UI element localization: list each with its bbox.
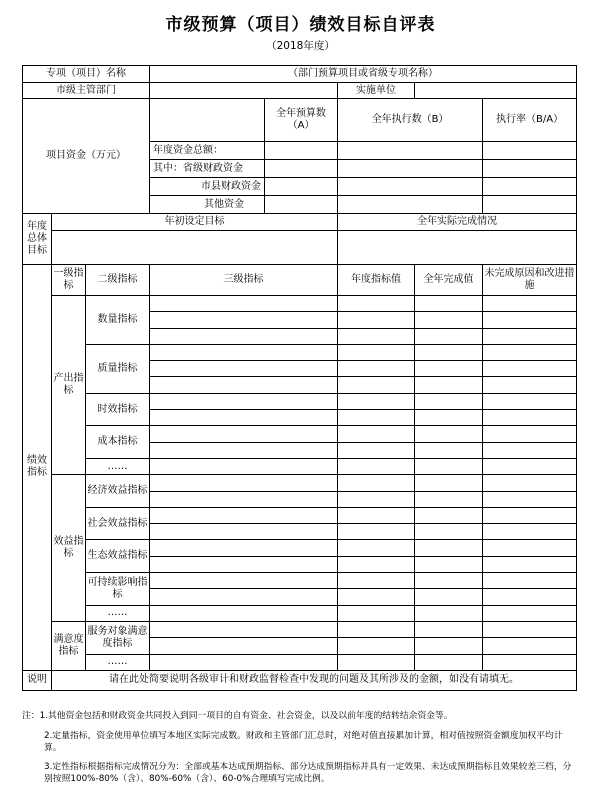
ind-cell[interactable]	[150, 654, 338, 670]
form-title: 市级预算（项目）绩效目标自评表	[165, 15, 436, 35]
ind-cell[interactable]	[338, 312, 415, 328]
ind-cell[interactable]	[415, 296, 483, 312]
ind-cell[interactable]	[415, 393, 483, 409]
benefit-social: 社会效益指标	[86, 507, 150, 540]
note-1: 注：1.其他资金包括和财政资金共同投入到同一项目的自有资金、社会资金，以及以前年度的结转结余资金等。	[22, 711, 453, 721]
ind-cell[interactable]	[150, 491, 338, 507]
ind-cell[interactable]	[483, 410, 577, 426]
ind-cell[interactable]	[338, 589, 415, 605]
benefit-more: ……	[86, 605, 150, 621]
remark-label: 说明	[23, 670, 52, 690]
funds-row-total: 年度资金总额：	[150, 142, 265, 160]
form-year: （2018年度）	[266, 40, 335, 52]
funds-col-exec: 全年执行数（B）	[338, 99, 483, 142]
ind-cell[interactable]	[338, 377, 415, 393]
dept-label: 市级主管部门	[23, 83, 150, 99]
ind-cell[interactable]	[338, 540, 415, 556]
ind-cell[interactable]	[338, 621, 415, 637]
ind-header-annual: 年度指标值	[338, 265, 415, 296]
ind-cell[interactable]	[483, 638, 577, 654]
ind-cell[interactable]	[483, 654, 577, 670]
ind-cell[interactable]	[483, 524, 577, 540]
ind-cell[interactable]	[415, 507, 483, 523]
ind-cell[interactable]	[338, 296, 415, 312]
ind-cell[interactable]	[415, 312, 483, 328]
satisfaction-service: 服务对象满意度指标	[86, 621, 150, 654]
indicators-label: 绩效指标	[23, 265, 52, 671]
ind-header-level3: 三级指标	[150, 265, 338, 296]
ind-cell[interactable]	[483, 312, 577, 328]
ind-cell[interactable]	[150, 556, 338, 572]
ind-header-reason: 未完成原因和改进措施	[483, 265, 577, 296]
ind-cell[interactable]	[150, 540, 338, 556]
funds-cell[interactable]	[338, 160, 483, 178]
remark-text[interactable]: 请在此处简要说明各级审计和财政监督检查中发现的问题及其所涉及的金额，如没有请填无。	[52, 670, 577, 690]
ind-cell[interactable]	[338, 361, 415, 377]
ind-cell[interactable]	[415, 475, 483, 491]
satisfaction-more: ……	[86, 654, 150, 670]
funds-row-provincial: 其中：省级财政资金	[150, 160, 265, 178]
ind-cell[interactable]	[338, 393, 415, 409]
ind-cell[interactable]	[415, 328, 483, 344]
project-name-value[interactable]: （部门预算项目或省级专项名称）	[150, 66, 577, 83]
ind-cell[interactable]	[483, 605, 577, 621]
benefit-ecological: 生态效益指标	[86, 540, 150, 573]
benefit-economic: 经济效益指标	[86, 475, 150, 508]
ind-header-level1: 一级指标	[52, 265, 86, 296]
project-name-label: 专项（项目）名称	[23, 66, 150, 83]
ind-cell[interactable]	[483, 361, 577, 377]
ind-cell[interactable]	[415, 654, 483, 670]
ind-cell[interactable]	[483, 573, 577, 589]
impl-unit-value[interactable]	[415, 83, 577, 99]
ind-cell[interactable]	[150, 328, 338, 344]
ind-cell[interactable]	[483, 491, 577, 507]
ind-cell[interactable]	[483, 475, 577, 491]
ind-cell[interactable]	[338, 524, 415, 540]
goal-initial-value[interactable]	[52, 231, 338, 265]
ind-cell[interactable]	[483, 507, 577, 523]
ind-cell[interactable]	[150, 638, 338, 654]
ind-cell[interactable]	[415, 605, 483, 621]
funds-cell[interactable]	[483, 160, 577, 178]
ind-cell[interactable]	[150, 507, 338, 523]
ind-cell[interactable]	[150, 296, 338, 312]
self-evaluation-table	[22, 65, 577, 691]
ind-cell[interactable]	[338, 475, 415, 491]
funds-row-other: 其他资金	[150, 196, 265, 214]
ind-cell[interactable]	[483, 344, 577, 360]
funds-label: 项目资金（万元）	[23, 99, 150, 214]
output-quality: 质量指标	[86, 344, 150, 393]
ind-cell[interactable]	[150, 524, 338, 540]
ind-cell[interactable]	[483, 442, 577, 458]
ind-cell[interactable]	[338, 426, 415, 442]
ind-cell[interactable]	[483, 328, 577, 344]
funds-cell[interactable]	[265, 196, 338, 214]
funds-cell[interactable]	[483, 196, 577, 214]
ind-cell[interactable]	[415, 458, 483, 474]
ind-cell[interactable]	[483, 621, 577, 637]
ind-cell[interactable]	[483, 393, 577, 409]
ind-cell[interactable]	[415, 589, 483, 605]
ind-cell[interactable]	[338, 410, 415, 426]
funds-cell[interactable]	[265, 160, 338, 178]
ind-cell[interactable]	[338, 638, 415, 654]
funds-cell[interactable]	[483, 178, 577, 196]
dept-value[interactable]	[150, 83, 338, 99]
ind-cell[interactable]	[415, 344, 483, 360]
ind-cell[interactable]	[483, 540, 577, 556]
ind-cell[interactable]	[483, 458, 577, 474]
ind-cell[interactable]	[338, 442, 415, 458]
output-more: ……	[86, 458, 150, 474]
ind-cell[interactable]	[150, 344, 338, 360]
funds-cell[interactable]	[338, 178, 483, 196]
ind-cell[interactable]	[415, 524, 483, 540]
ind-cell[interactable]	[415, 410, 483, 426]
ind-cell[interactable]	[415, 426, 483, 442]
ind-cell[interactable]	[150, 458, 338, 474]
funds-col-rate: 执行率（B/A）	[483, 99, 577, 142]
ind-cell[interactable]	[415, 377, 483, 393]
funds-blank	[150, 99, 265, 142]
ind-cell[interactable]	[415, 573, 483, 589]
satisfaction-indicator-label: 满意度指标	[52, 621, 86, 670]
funds-cell[interactable]	[265, 142, 338, 160]
ind-cell[interactable]	[150, 475, 338, 491]
funds-cell[interactable]	[338, 142, 483, 160]
ind-header-completed: 全年完成值	[415, 265, 483, 296]
ind-cell[interactable]	[338, 491, 415, 507]
ind-cell[interactable]	[150, 312, 338, 328]
ind-cell[interactable]	[150, 605, 338, 621]
note-2: 2.定量指标，资金使用单位填写本地区实际完成数。财政和主管部门汇总时，对绝对值直接累加计算，相对值按照资金额度加权平均计算。	[44, 731, 563, 753]
goal-label: 年度总体目标	[23, 214, 52, 265]
ind-cell[interactable]	[415, 621, 483, 637]
ind-cell[interactable]	[415, 361, 483, 377]
ind-cell[interactable]	[150, 621, 338, 637]
ind-cell[interactable]	[415, 491, 483, 507]
ind-cell[interactable]	[483, 426, 577, 442]
benefit-indicator-label: 效益指标	[52, 475, 86, 622]
ind-cell[interactable]	[150, 393, 338, 409]
output-indicator-label: 产出指标	[52, 296, 86, 475]
funds-cell[interactable]	[265, 178, 338, 196]
ind-cell[interactable]	[338, 573, 415, 589]
ind-cell[interactable]	[415, 442, 483, 458]
ind-cell[interactable]	[150, 426, 338, 442]
funds-row-county: 市县财政资金	[150, 178, 265, 196]
ind-cell[interactable]	[483, 377, 577, 393]
note-3: 3.定性指标根据指标完成情况分为：全部或基本达成预期指标、部分达成预期指标并具有一定效果、未达成预期指标且效果较差三档，分别按照100%-80%（含）、80%-60%（含）、60-0%合理填写完成比例。	[44, 762, 572, 784]
ind-cell[interactable]	[338, 605, 415, 621]
ind-cell[interactable]	[338, 344, 415, 360]
ind-cell[interactable]	[150, 361, 338, 377]
goal-initial-header: 年初设定目标	[52, 214, 338, 231]
ind-cell[interactable]	[483, 296, 577, 312]
ind-cell[interactable]	[415, 638, 483, 654]
ind-cell[interactable]	[483, 556, 577, 572]
output-timeliness: 时效指标	[86, 393, 150, 426]
ind-cell[interactable]	[415, 556, 483, 572]
goal-actual-value[interactable]	[338, 231, 577, 265]
benefit-sustainable: 可持续影响指标	[86, 573, 150, 606]
funds-col-budget: 全年预算数（A）	[265, 99, 338, 142]
funds-cell[interactable]	[338, 196, 483, 214]
output-cost: 成本指标	[86, 426, 150, 459]
impl-unit-label: 实施单位	[338, 83, 415, 99]
goal-actual-header: 全年实际完成情况	[338, 214, 577, 231]
ind-cell[interactable]	[338, 507, 415, 523]
ind-cell[interactable]	[150, 573, 338, 589]
ind-cell[interactable]	[415, 540, 483, 556]
ind-header-level2: 二级指标	[86, 265, 150, 296]
ind-cell[interactable]	[150, 442, 338, 458]
ind-cell[interactable]	[338, 556, 415, 572]
funds-cell[interactable]	[483, 142, 577, 160]
ind-cell[interactable]	[150, 589, 338, 605]
ind-cell[interactable]	[338, 458, 415, 474]
ind-cell[interactable]	[150, 410, 338, 426]
ind-cell[interactable]	[483, 589, 577, 605]
output-quantity: 数量指标	[86, 296, 150, 345]
ind-cell[interactable]	[150, 377, 338, 393]
ind-cell[interactable]	[338, 328, 415, 344]
ind-cell[interactable]	[338, 654, 415, 670]
